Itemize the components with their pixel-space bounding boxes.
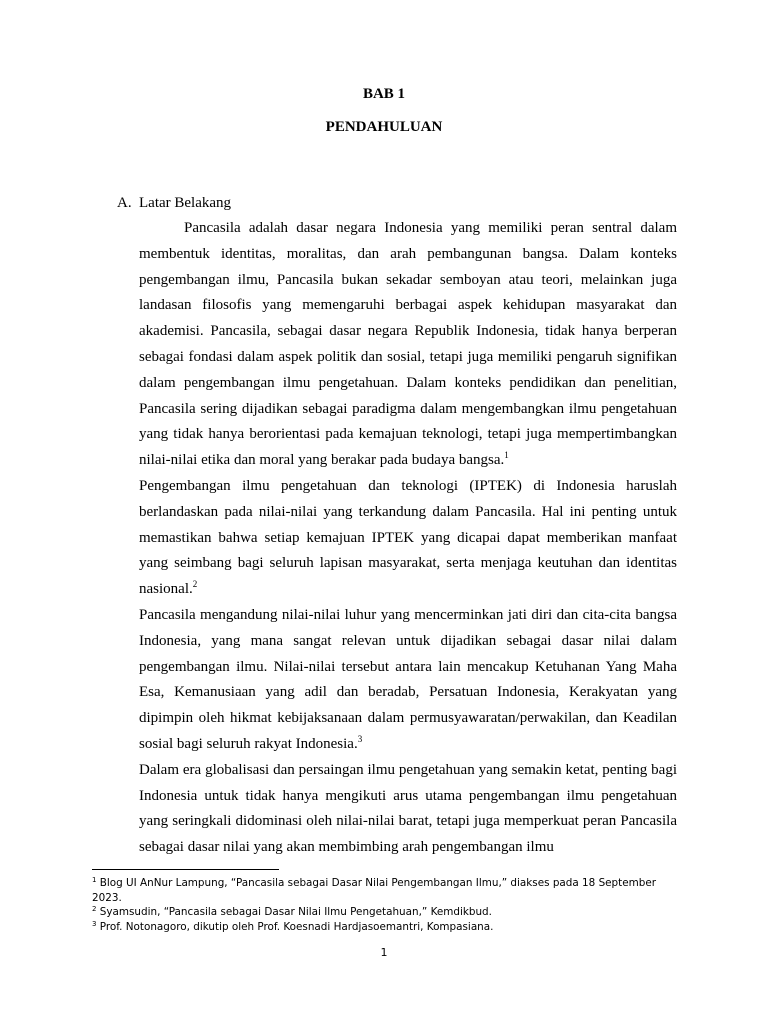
footnote-number: 2 (92, 905, 97, 913)
section-body (139, 216, 677, 861)
paragraph (139, 758, 677, 861)
section-title: Latar Belakang (139, 195, 232, 211)
paragraph-text: Dalam era globalisasi dan persaingan ilmu pengetahuan yang semakin ketat, penting bagi Indonesia untuk tidak hanya mengikuti arus utama pengembangan ilmu pengetahuan yang seringkali didominasi oleh nilai-nilai barat, tetapi juga memperkuat peran Pancasila sebagai dasar nilai yang akan membimbing arah pengembangan ilmu (139, 761, 677, 856)
page-number: 1 (380, 946, 388, 959)
paragraph-text: Pengembangan ilmu pengetahuan dan teknologi (IPTEK) di Indonesia haruslah berlandaskan pada nilai-nilai yang terkandung dalam Pancasila. Hal ini penting untuk memastikan bahwa setiap kemajuan IPTEK yang dicapai dapat memberikan manfaat yang seimbang bagi seluruh lapisan masyarakat, serta menjaga keutuhan dan identitas nasional. (139, 477, 677, 598)
footnote-number: 1 (92, 876, 97, 884)
paragraph (139, 474, 677, 603)
footnote-number: 3 (92, 919, 97, 928)
paragraph (139, 216, 677, 474)
chapter-number: BAB 1 (362, 86, 406, 102)
footnote (92, 876, 678, 905)
section-heading (117, 190, 677, 216)
paragraph (139, 603, 677, 758)
footnote-text: Syamsudin, “Pancasila sebagai Dasar Nilai Ilmu Pengetahuan,” Kemdikbud. (99, 906, 492, 918)
footnote-reference: 2 (192, 579, 198, 590)
footnote-text: Prof. Notonagoro, dikutip oleh Prof. Koesnadi Hardjasoemantri, Kompasiana. (99, 920, 494, 933)
paragraph-text: Pancasila mengandung nilai-nilai luhur yang mencerminkan jati diri dan cita-cita bangsa Indonesia, yang mana sangat relevan untuk dijadikan sebagai dasar nilai dalam pengembangan ilmu. Nilai-nilai tersebut antara lain mencakup Ketuhanan Yang Maha Esa, Kemanusiaan yang adil dan beradab, Persatuan Indonesia, Kerakyatan yang dipimpin oleh hikmat kebijaksanaan dalam permusyawaratan/perwakilan, dan Keadilan sosial bagi seluruh rakyat Indonesia. (139, 606, 677, 752)
footnote-text: Blog UI AnNur Lampung, “Pancasila sebagai Dasar Nilai Pengembangan Ilmu,” diakses pada 18 September 2023. (92, 877, 657, 904)
section-latar-belakang (117, 190, 677, 861)
footnotes (92, 876, 678, 934)
chapter-title: PENDAHULUAN (325, 119, 443, 135)
footnote (92, 920, 678, 935)
paragraph-text: Pancasila adalah dasar negara Indonesia yang memiliki peran sentral dalam membentuk identitas, moralitas, dan arah pembangunan bangsa. Dalam konteks pengembangan ilmu, Pancasila bukan sekadar semboyan atau teori, melainkan juga landasan filosofis yang memengaruhi berbagai aspek kehidupan masyarakat dan akademisi. Pancasila, sebagai dasar negara Republik Indonesia, tidak hanya berperan sebagai fondasi dalam aspek politik dan sosial, tetapi juga memiliki pengaruh signifikan dalam pengembangan ilmu pengetahuan. Dalam konteks pendidikan dan penelitian, Pancasila sering dijadikan sebagai paradigma dalam mengembangkan ilmu pengetahuan yang tidak hanya berorientasi pada kemajuan teknologi, tetapi juga mempertimbangkan nilai-nilai etika dan moral yang berakar pada budaya bangsa. (139, 220, 677, 469)
section-letter: A. (117, 195, 132, 211)
footnote-reference: 3 (357, 733, 363, 744)
footnote (92, 905, 678, 920)
footnote-reference: 1 (504, 450, 509, 461)
footnote-separator (92, 869, 279, 870)
